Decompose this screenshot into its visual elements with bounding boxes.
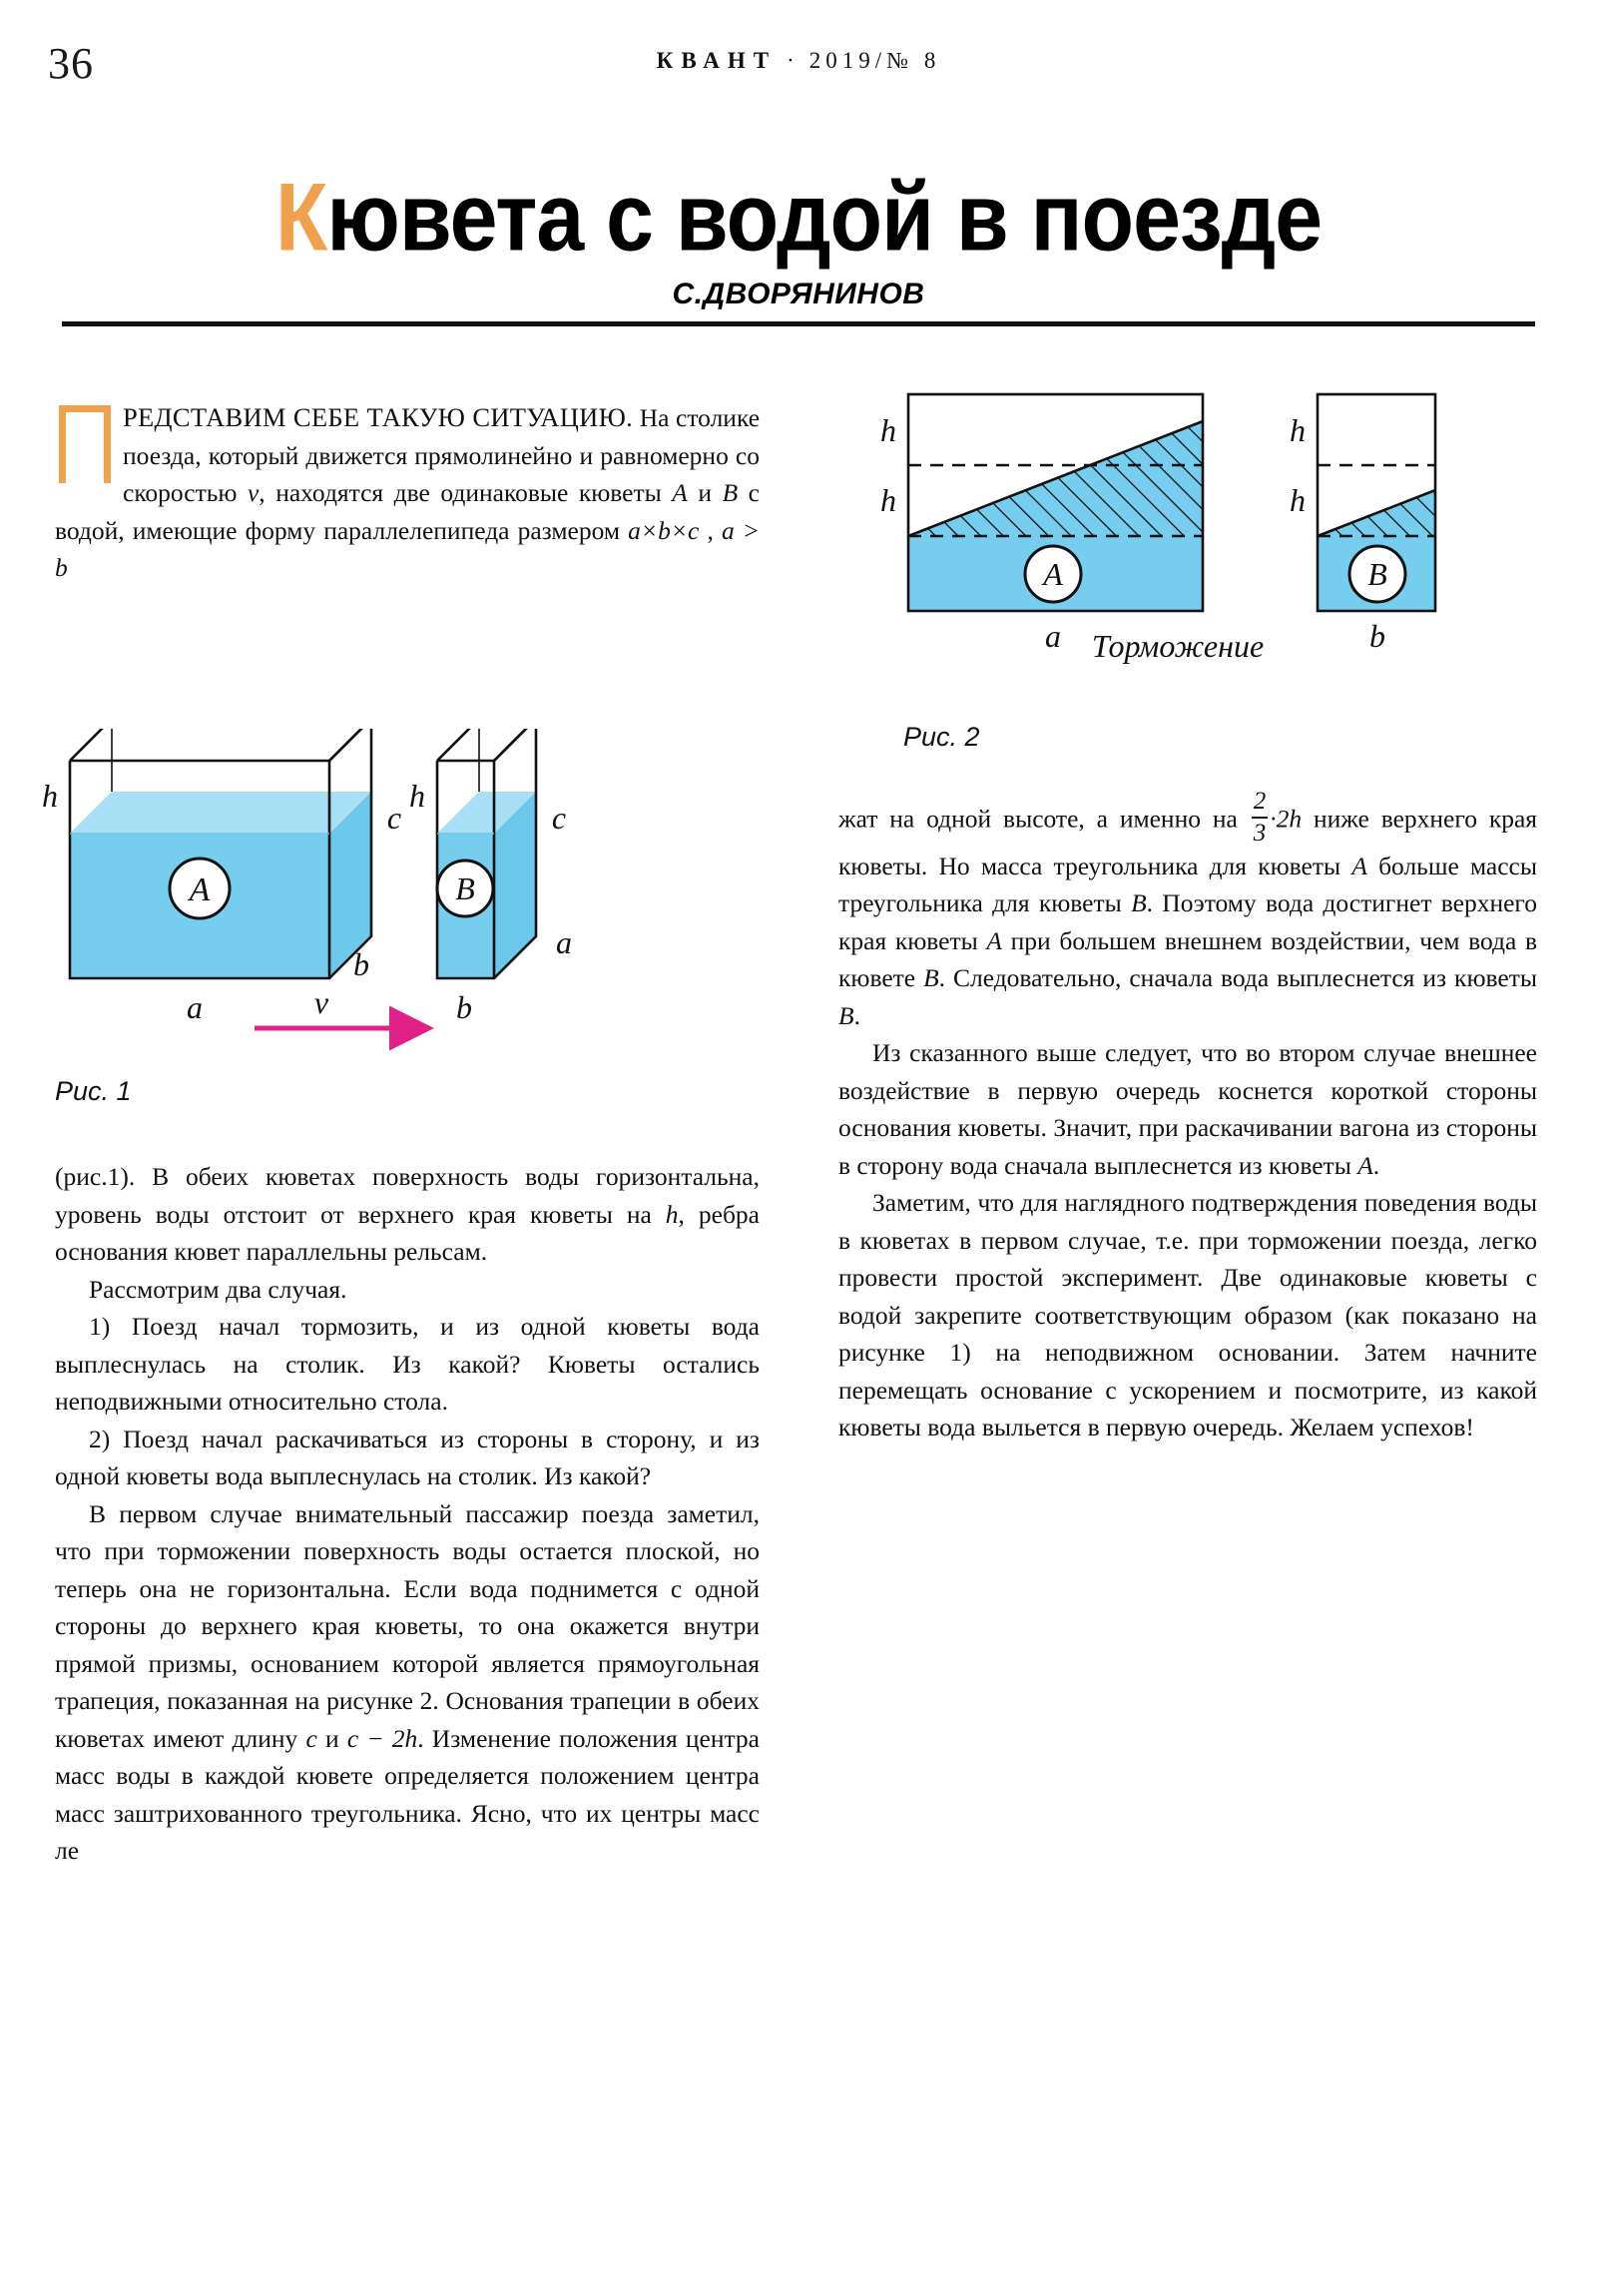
paragraph-experiment: Заметим, что для наглядного подтверждения поведения воды в кюветах в первом случае, т.е. при торможении поезда, легко провести простой эксперимент. Две одинаковые кюветы с водой закрепите соответствующим образом (как показано на рисунке 1) на неподвижном основании. Затем начните перемещать основание с ускорением и посмотрите, из какой кюветы вода выльется в первую очередь. Желаем успехов!: [838, 1188, 1537, 1441]
intro-text-e: ,: [699, 515, 722, 545]
right-column: [838, 789, 1537, 1446]
rp2-text-b: .: [1372, 1150, 1380, 1180]
paragraph-second-case: [838, 1034, 1537, 1184]
fig1-label-a-a: a: [187, 989, 203, 1025]
title-drop-letter: К: [274, 163, 327, 272]
header-rule: [62, 321, 1535, 326]
drop-cap: [59, 405, 111, 483]
paragraph-centroids: [838, 789, 1537, 1034]
box-a-top-rim: [70, 729, 371, 761]
figure-1-caption: Рис. 1: [55, 1076, 132, 1106]
fig1-label-c-b: c: [551, 800, 567, 836]
formula-inequality: a > b: [55, 515, 761, 582]
fig2-b-label-h-bottom: h: [1290, 482, 1306, 518]
figure-2-caption: Рис. 2: [903, 722, 980, 752]
rsymbol-A-3: A: [1357, 1150, 1373, 1180]
rsymbol-B-1: B: [1131, 888, 1147, 917]
paragraph-case-2: 2) Поезд начал раскачиваться из стороны в сторону, и из одной кюветы вода выплеснулась на столик. Из какой?: [55, 1424, 760, 1490]
left-column-top: [55, 399, 760, 587]
symbol-A: A: [672, 478, 688, 507]
formula-dimensions: a×b×c: [628, 515, 700, 545]
rp1-text-e: при большем внешнем воздействии, чем вода в кювете: [838, 925, 1537, 992]
box-a-right-top-edge: [329, 729, 371, 761]
title-rest: ювета с водой в поезде: [326, 163, 1323, 272]
fig2-a-base-label: a: [1045, 618, 1061, 654]
fraction-two-thirds: [1252, 789, 1269, 848]
paragraph-case-1: 1) Поезд начал тормозить, и из одной кюветы вода выплеснулась на столик. Из какой? Кюветы остались неподвижными относительно стола.: [55, 1312, 760, 1416]
symbol-h: h: [665, 1199, 679, 1229]
box-a-water-top: [70, 792, 371, 834]
intro-text-b: , находятся две одинаковые кюветы: [259, 478, 673, 507]
fraction-numerator: 2: [1253, 788, 1267, 815]
page-title: [0, 163, 1597, 274]
fig1-label-b-b: b: [456, 989, 472, 1025]
fraction-denominator: 3: [1253, 820, 1267, 848]
fig2-b-label-h-top: h: [1290, 412, 1306, 448]
running-head: [0, 48, 1597, 74]
runhead-separator: ·: [787, 48, 799, 73]
fig1-label-a-b: a: [556, 924, 572, 960]
rsymbol-B-3: B: [838, 1000, 854, 1030]
page-number: 36: [48, 39, 94, 88]
figure-2-svg: [878, 389, 1557, 719]
rsymbol-A-2: A: [986, 925, 1002, 955]
rsymbol-B-2: B: [923, 963, 939, 992]
fig1-label-h-b: h: [409, 778, 425, 814]
fig2-a-label-h-bottom: h: [880, 482, 896, 518]
rp1-text-f: . Следовательно, сначала вода выплеснется из кюветы: [938, 963, 1537, 992]
box-b-label: B: [455, 870, 475, 906]
symbol-c-1: c: [305, 1723, 317, 1753]
formula-two-h: ·2h: [1270, 804, 1303, 834]
box-a-label: A: [189, 871, 211, 908]
fig1-label-b-a: b: [353, 946, 369, 982]
intro-text-a: На столике поезда, который движется прямолинейно и равномерно со скоростью: [123, 403, 761, 507]
rp1-text-d: . Поэтому вода достигнет верхнего края кюветы: [838, 888, 1537, 955]
fig1-label-h-a: h: [42, 778, 58, 814]
left-column-body: [55, 1158, 760, 1870]
symbol-B: B: [722, 478, 739, 507]
paragraph-two-cases: Рассмотрим два случая.: [89, 1274, 347, 1304]
rp1-text-g: .: [853, 1000, 860, 1030]
formula-c-minus-2h: c − 2h: [346, 1723, 418, 1753]
fig2-a-label: A: [1043, 556, 1063, 592]
p2-text-a: (рис.1). В обеих кюветах поверхность воды горизонтальна, уровень воды отстоит от верхнего края кюветы на: [55, 1162, 760, 1229]
fig2-b-base-label: b: [1369, 618, 1385, 654]
rp1-text-b: ниже верхнего края кюветы. Но масса треугольника для кюветы: [838, 804, 1538, 880]
figure-1: [40, 729, 759, 1058]
paragraph-intro: [55, 399, 760, 587]
fig2-a-label-h-top: h: [880, 412, 896, 448]
paragraph-analysis: [55, 1495, 760, 1870]
author-byline: С.ДВОРЯНИНОВ: [672, 278, 925, 310]
fig2-b-label: B: [1367, 556, 1387, 592]
figure-1-svg: [40, 729, 759, 1058]
box-b-right-top-edge: [494, 729, 536, 761]
symbol-v: v: [247, 478, 260, 507]
fig1-label-c-a: c: [386, 800, 402, 836]
intro-smallcaps: РЕДСТАВИМ СЕБЕ ТАКУЮ СИТУАЦИЮ.: [123, 402, 634, 432]
figure-2: [878, 389, 1557, 719]
intro-text-d: с водой, имеющие форму параллелепипеда размером: [55, 478, 760, 545]
p6-text-c: . Изменение положения центра масс воды в каждой кювете определяется положением центра масс заштрихованного треугольника. Ясно, что их центры масс ле: [55, 1723, 760, 1865]
p6-text-a: В первом случае внимательный пассажир поезда заметил, что при торможении поверхность воды остается плоской, но теперь она не горизонтальна. Если вода поднимется с одной стороны до верхнего края кюветы, то она окажется внутри прямой призмы, основанием которой является прямоугольная трапеция, показанная на рисунке 2. Основания трапеции в обеих кюветах имеют длину: [55, 1498, 760, 1753]
intro-text-c: и: [687, 478, 723, 507]
rp1-text-a: жат на одной высоте, а именно на: [838, 804, 1250, 834]
fig1-velocity-label: v: [313, 984, 329, 1020]
magazine-name: КВАНТ: [656, 48, 778, 73]
p6-text-b: и: [316, 1723, 347, 1753]
rp2-text-a: Из сказанного выше следует, что во втором случае внешнее воздействие в первую очередь коснется короткой стороны основания кюветы. Значит, при раскачивании вагона из стороны в сторону вода сначала выплеснется из кюветы: [838, 1038, 1537, 1180]
paragraph-fig1-ref: [55, 1158, 760, 1271]
fraction-bar: [1252, 817, 1269, 819]
rsymbol-A-1: A: [1351, 851, 1367, 880]
p2-text-b: , ребра основания кювет параллельны рельсам.: [55, 1199, 760, 1266]
fig2-center-caption: Торможение: [1091, 628, 1265, 664]
issue-number: 2019/№ 8: [808, 48, 941, 73]
rp1-text-c: больше массы треугольника для кюветы: [838, 851, 1537, 917]
